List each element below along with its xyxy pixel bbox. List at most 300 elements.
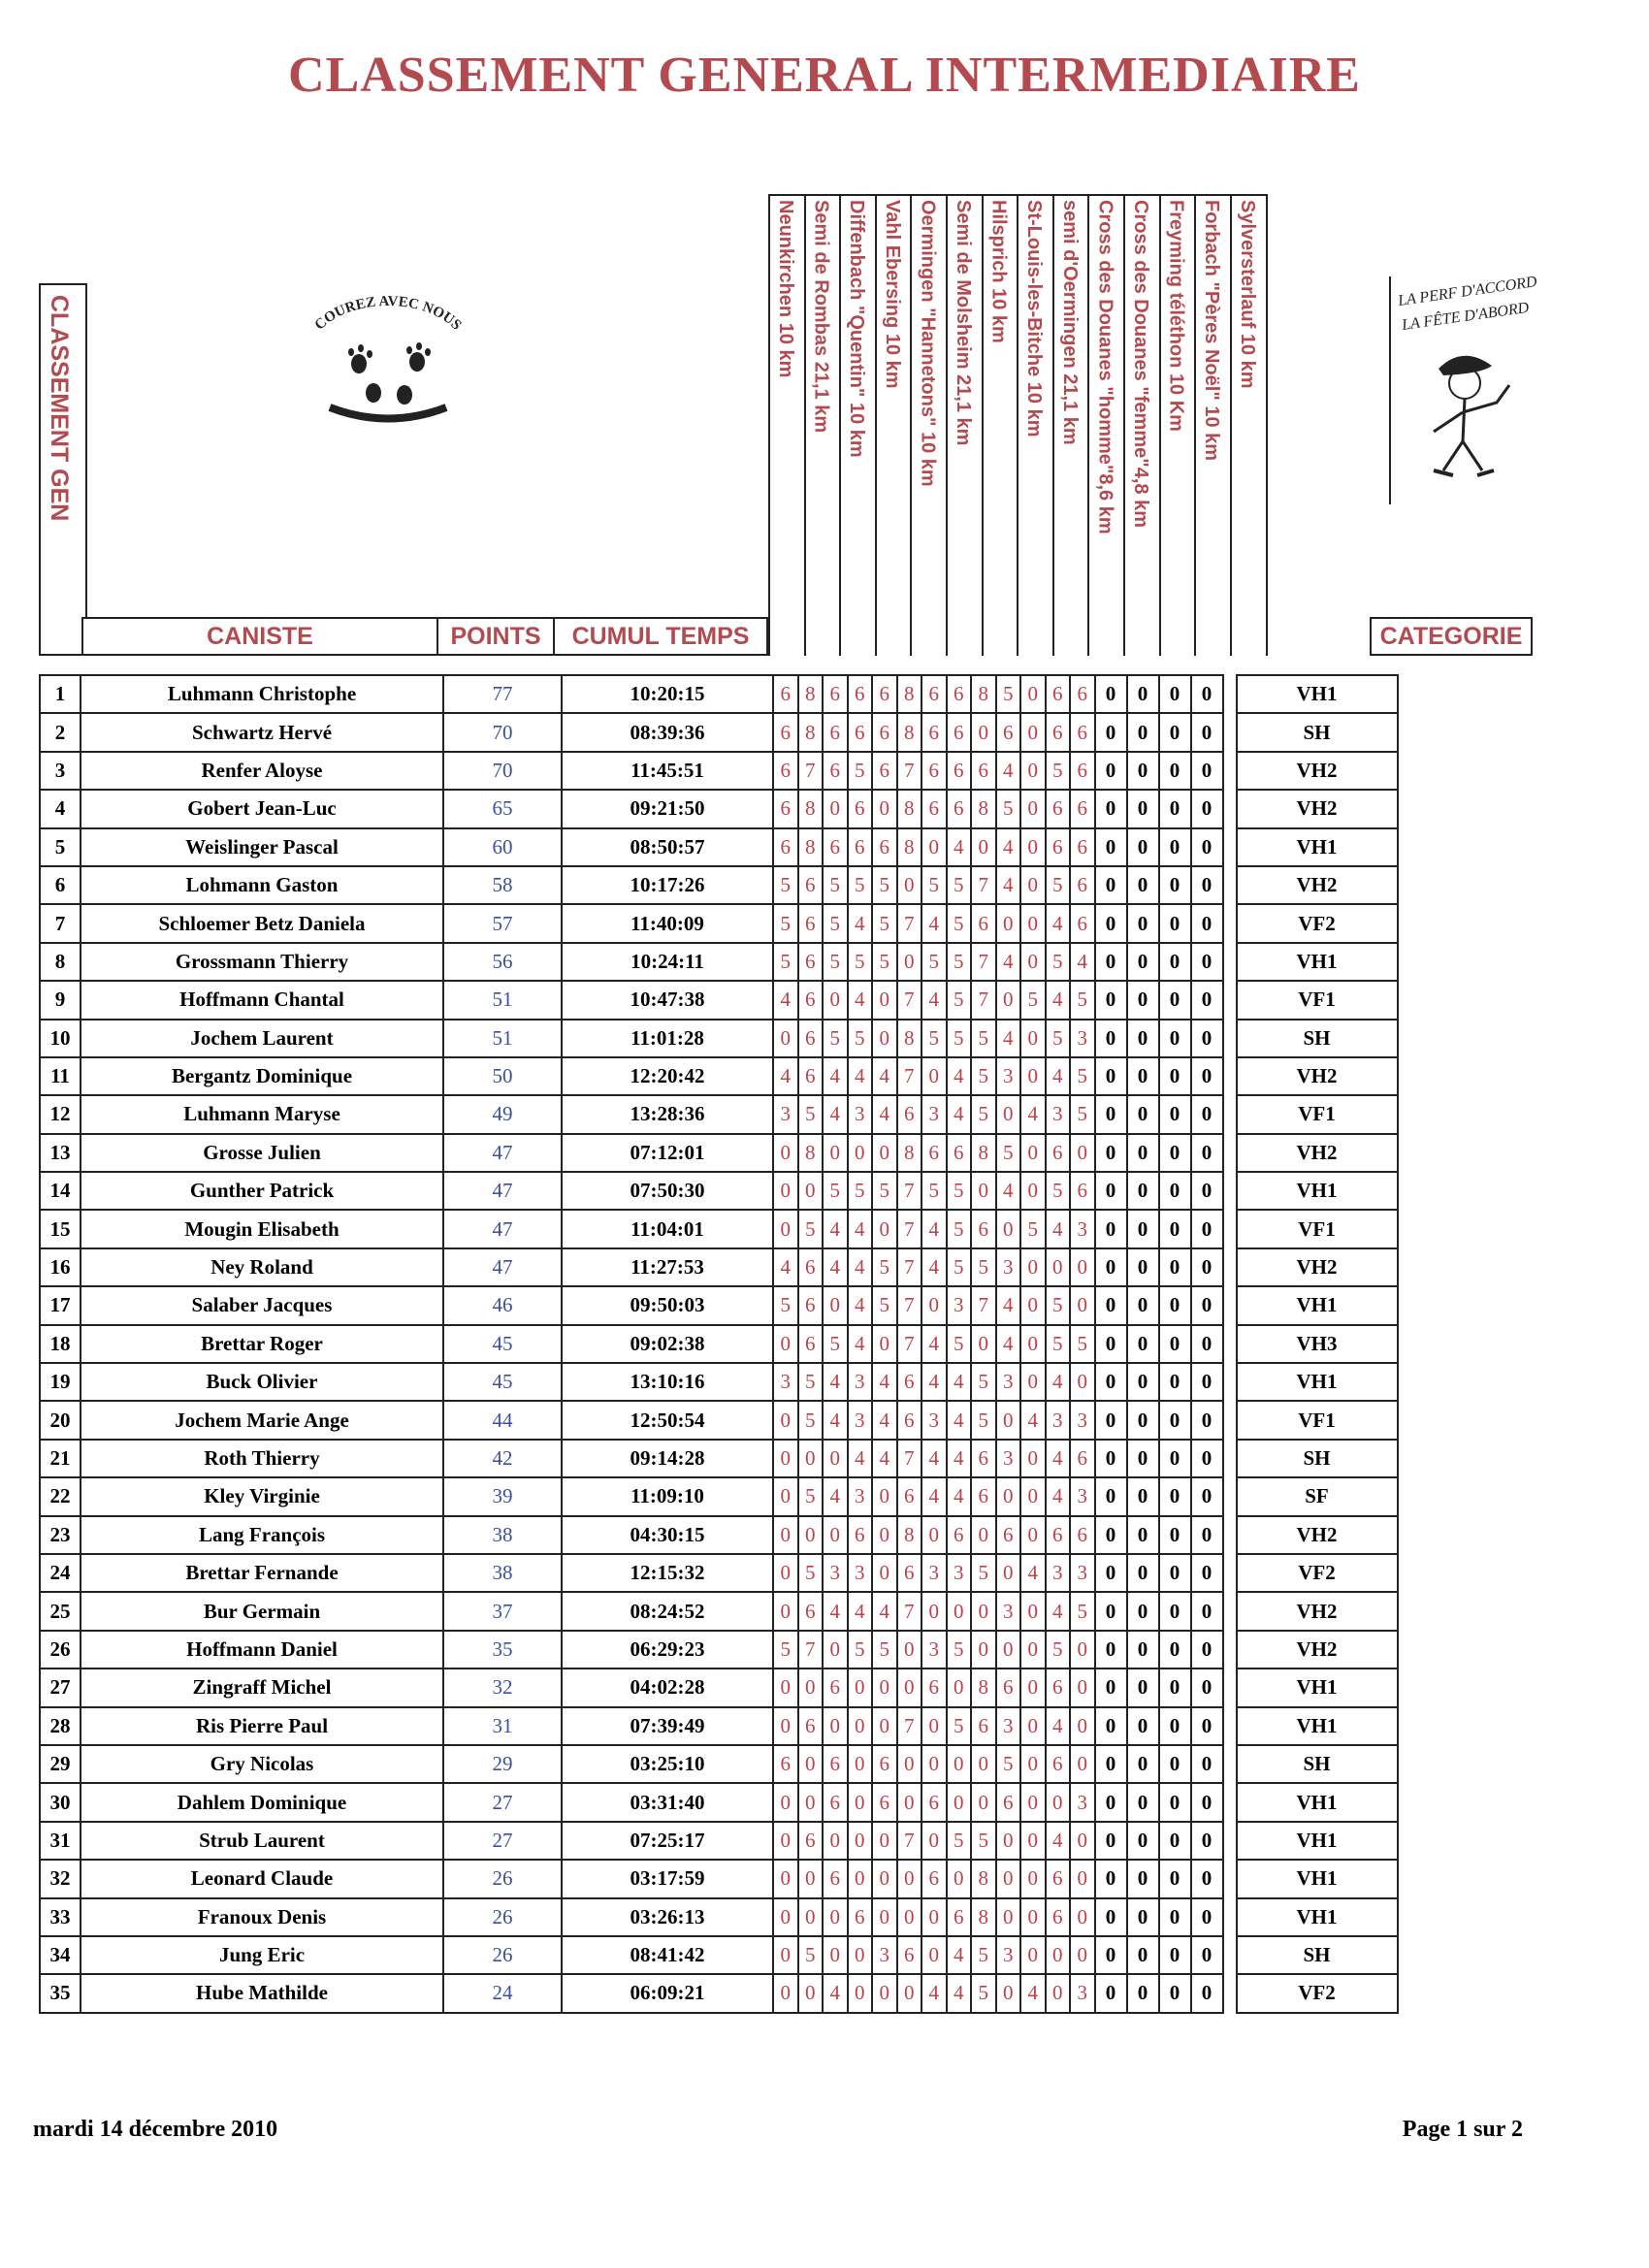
event-score-cell: 6 [1046,1898,1071,1936]
event-score-cell: 0 [897,1669,922,1706]
event-score-cell: 3 [996,1248,1021,1286]
points-cell: 39 [443,1477,562,1515]
extra-score-cell: 0 [1191,1134,1223,1172]
rank-cell: 12 [40,1095,81,1133]
event-score-cell: 6 [798,1286,824,1324]
page-title: CLASSEMENT GENERAL INTERMEDIAIRE [288,48,1361,103]
points-cell: 29 [443,1745,562,1783]
rank-cell: 20 [40,1401,81,1439]
cumul-time-cell: 10:24:11 [562,943,773,981]
extra-score-cell: 0 [1191,1860,1223,1897]
event-score-cell: 4 [922,1363,947,1401]
caniste-name-cell: Grossmann Thierry [81,943,443,981]
event-score-cell: 6 [922,713,947,751]
event-score-cell: 0 [1020,1898,1046,1936]
caniste-name-cell: Lang François [81,1516,443,1554]
event-score-cell: 0 [922,1707,947,1745]
caniste-name-cell: Gry Nicolas [81,1745,443,1783]
points-cell: 38 [443,1554,562,1592]
event-score-cell: 5 [996,1134,1021,1172]
event-score-cell: 6 [1046,1860,1071,1897]
event-score-cell: 4 [823,1210,848,1247]
event-score-cell: 6 [897,1095,922,1133]
caniste-name-cell: Kley Virginie [81,1477,443,1515]
event-score-cell: 0 [996,1095,1021,1133]
rank-cell: 33 [40,1898,81,1936]
categorie-cell: SH [1237,713,1398,751]
extra-score-cell: 0 [1159,1172,1191,1210]
footer-page: Page 1 sur 2 [1402,2117,1523,2142]
event-score-cell: 3 [773,1363,798,1401]
event-score-cell: 6 [897,1936,922,1974]
event-score-cell: 7 [897,904,922,942]
extra-score-cell: 0 [1095,1898,1127,1936]
caniste-name-cell: Hoffmann Daniel [81,1631,443,1669]
event-score-cell: 0 [773,1172,798,1210]
caniste-name-cell: Hube Mathilde [81,1974,443,2012]
extra-score-cell: 0 [1159,904,1191,942]
spacer-cell [1223,904,1237,942]
table-row [40,1554,1398,1592]
extra-score-cell: 0 [1191,1057,1223,1095]
spacer-cell [1223,1134,1237,1172]
points-cell: 51 [443,981,562,1019]
rank-cell: 3 [40,752,81,790]
event-header-label: Forbach "Pères Noël" 10 km [1201,200,1223,462]
event-score-cell: 4 [848,1210,873,1247]
rank-cell: 10 [40,1020,81,1057]
caniste-name-cell: Renfer Aloyse [81,752,443,790]
extra-score-cell: 0 [1159,1516,1191,1554]
event-score-cell: 6 [897,1363,922,1401]
event-score-cell: 0 [773,1516,798,1554]
event-score-cell: 0 [1070,1860,1095,1897]
event-score-cell: 5 [798,1095,824,1133]
event-score-cell: 0 [1020,1020,1046,1057]
event-score-cell: 6 [947,675,972,713]
extra-score-cell: 0 [1095,1095,1127,1133]
spacer-cell [1223,943,1237,981]
event-score-cell: 0 [1046,1783,1071,1821]
spacer-cell [1223,1783,1237,1821]
event-score-cell: 6 [922,1783,947,1821]
categorie-cell: SH [1237,1020,1398,1057]
table-row [40,675,1398,713]
event-score-cell: 5 [922,943,947,981]
event-score-cell: 0 [872,1860,897,1897]
extra-score-cell: 0 [1095,1286,1127,1324]
event-score-cell: 4 [947,1440,972,1477]
extra-score-cell: 0 [1127,1554,1159,1592]
table-row [40,1477,1398,1515]
points-cell: 77 [443,675,562,713]
event-score-cell: 4 [872,1401,897,1439]
points-cell: 31 [443,1707,562,1745]
event-score-cell: 0 [798,1783,824,1821]
event-score-cell: 0 [872,1477,897,1515]
event-score-cell: 5 [1070,1325,1095,1363]
event-score-cell: 6 [922,1669,947,1706]
table-row [40,981,1398,1019]
event-score-cell: 6 [1046,828,1071,866]
spacer-cell [1223,713,1237,751]
event-score-cell: 0 [1020,1440,1046,1477]
event-score-cell: 6 [773,790,798,827]
event-score-cell: 6 [872,1783,897,1821]
event-score-cell: 5 [848,752,873,790]
event-score-cell: 0 [1020,752,1046,790]
points-cell: 57 [443,904,562,942]
extra-score-cell: 0 [1159,1745,1191,1783]
caniste-name-cell: Strub Laurent [81,1822,443,1860]
event-score-cell: 5 [1046,1631,1071,1669]
event-score-cell: 0 [773,1707,798,1745]
event-score-cell: 7 [897,1248,922,1286]
event-score-cell: 0 [823,1898,848,1936]
event-score-cell: 5 [798,1477,824,1515]
event-score-cell: 6 [922,752,947,790]
spacer-cell [1223,1554,1237,1592]
event-score-cell: 6 [1070,675,1095,713]
event-score-cell: 0 [823,1440,848,1477]
event-score-cell: 3 [848,1363,873,1401]
extra-score-cell: 0 [1127,1363,1159,1401]
caniste-name-cell: Ney Roland [81,1248,443,1286]
event-score-cell: 4 [1046,981,1071,1019]
event-score-cell: 8 [798,828,824,866]
event-score-cell: 4 [848,1248,873,1286]
spacer-cell [1223,1286,1237,1324]
rank-cell: 13 [40,1134,81,1172]
event-score-cell: 5 [947,866,972,904]
event-score-cell: 6 [1046,790,1071,827]
event-score-cell: 4 [996,1286,1021,1324]
cumul-time-cell: 07:12:01 [562,1134,773,1172]
table-row [40,943,1398,981]
event-score-cell: 8 [897,1516,922,1554]
event-score-cell: 0 [823,790,848,827]
event-score-cell: 3 [922,1631,947,1669]
event-score-cell: 6 [971,1707,996,1745]
spacer-cell [1223,1057,1237,1095]
extra-score-cell: 0 [1095,981,1127,1019]
caniste-header: CANISTE [81,617,438,656]
event-score-cell: 4 [947,1363,972,1401]
event-score-cell: 5 [947,1248,972,1286]
extra-score-cell: 0 [1159,1592,1191,1630]
event-score-cell: 0 [922,1057,947,1095]
event-score-cell: 3 [922,1554,947,1592]
event-score-cell: 5 [971,1401,996,1439]
cumul-time-cell: 04:02:28 [562,1669,773,1706]
event-score-cell: 6 [947,1134,972,1172]
event-score-cell: 0 [773,1134,798,1172]
event-score-cell: 4 [823,1095,848,1133]
extra-score-cell: 0 [1191,1669,1223,1706]
table-row [40,1783,1398,1821]
extra-score-cell: 0 [1191,1707,1223,1745]
event-score-cell: 5 [872,1631,897,1669]
event-score-cell: 4 [1020,1095,1046,1133]
event-score-cell: 5 [1070,1095,1095,1133]
event-score-cell: 4 [996,1325,1021,1363]
event-score-cell: 0 [798,1440,824,1477]
event-score-cell: 0 [971,713,996,751]
extra-score-cell: 0 [1095,1057,1127,1095]
event-score-cell: 5 [823,866,848,904]
event-score-cell: 0 [1020,1631,1046,1669]
ranking-table [39,674,1399,2014]
event-score-cell: 5 [996,1745,1021,1783]
extra-score-cell: 0 [1127,1822,1159,1860]
categorie-cell: VH2 [1237,1057,1398,1095]
extra-score-cell: 0 [1127,1783,1159,1821]
extra-score-cell: 0 [1095,1592,1127,1630]
points-cell: 45 [443,1325,562,1363]
event-score-cell: 0 [773,1936,798,1974]
rank-cell: 30 [40,1783,81,1821]
event-score-cell: 3 [848,1477,873,1515]
event-score-cell: 0 [823,1516,848,1554]
event-score-cell: 5 [848,1172,873,1210]
extra-score-cell: 0 [1095,1669,1127,1706]
spacer-cell [1223,828,1237,866]
paw-prints-logo-icon [291,286,485,432]
event-header-label: Sylversterlauf 10 km [1236,200,1258,389]
spacer-cell [1223,1477,1237,1515]
event-score-cell: 4 [823,1248,848,1286]
event-score-cell: 6 [971,1210,996,1247]
event-score-cell: 6 [897,1477,922,1515]
event-score-cell: 0 [798,1974,824,2012]
extra-score-cell: 0 [1191,1401,1223,1439]
categorie-cell: VH2 [1237,1631,1398,1669]
event-score-cell: 0 [848,1745,873,1783]
event-score-cell: 7 [897,1210,922,1247]
event-score-cell: 4 [947,1057,972,1095]
points-cell: 26 [443,1860,562,1897]
extra-score-cell: 0 [1159,1210,1191,1247]
event-score-cell: 4 [1070,943,1095,981]
event-score-cell: 6 [823,752,848,790]
event-score-cell: 3 [947,1286,972,1324]
event-score-cell: 8 [971,1669,996,1706]
event-header-label: Oermingen "Hannetons" 10 km [917,200,939,487]
event-score-cell: 3 [996,1363,1021,1401]
event-score-cell: 0 [773,1669,798,1706]
event-score-cell: 6 [1070,828,1095,866]
spacer-cell [1223,1631,1237,1669]
event-score-cell: 6 [773,828,798,866]
extra-score-cell: 0 [1191,1516,1223,1554]
extra-score-cell: 0 [1159,1440,1191,1477]
svg-text:LA PERF D'ACCORD: LA PERF D'ACCORD [1397,276,1538,309]
event-header [1087,194,1123,656]
event-header [982,194,1018,656]
spacer-cell [1223,1363,1237,1401]
categorie-cell: VH3 [1237,1325,1398,1363]
rank-cell: 23 [40,1516,81,1554]
table-row [40,1707,1398,1745]
spacer-cell [1223,790,1237,827]
event-header-label: Cross des Douanes "femme"4,8 km [1130,200,1151,528]
event-header-label: Neunkirchen 10 km [775,200,796,378]
extra-score-cell: 0 [1127,1669,1159,1706]
event-score-cell: 6 [872,675,897,713]
caniste-name-cell: Jochem Laurent [81,1020,443,1057]
extra-score-cell: 0 [1127,1898,1159,1936]
event-score-cell: 6 [823,1783,848,1821]
event-score-cell: 6 [947,1898,972,1936]
event-score-cell: 0 [897,943,922,981]
cumul-time-cell: 11:27:53 [562,1248,773,1286]
extra-score-cell: 0 [1159,1936,1191,1974]
event-score-cell: 0 [872,790,897,827]
event-score-cell: 7 [897,1325,922,1363]
extra-score-cell: 0 [1127,1936,1159,1974]
event-score-cell: 3 [1070,1477,1095,1515]
rank-cell: 21 [40,1440,81,1477]
extra-score-cell: 0 [1127,1401,1159,1439]
event-score-cell: 0 [1070,1707,1095,1745]
event-score-cell: 0 [922,828,947,866]
event-score-cell: 0 [872,1020,897,1057]
extra-score-cell: 0 [1127,752,1159,790]
extra-score-cell: 0 [1095,1745,1127,1783]
rank-cell: 31 [40,1822,81,1860]
event-score-cell: 0 [996,1974,1021,2012]
event-score-cell: 6 [823,1745,848,1783]
event-score-cell: 4 [1046,1477,1071,1515]
spacer-cell [1223,1669,1237,1706]
categorie-cell: VH1 [1237,1363,1398,1401]
extra-score-cell: 0 [1095,1210,1127,1247]
event-score-cell: 0 [1020,904,1046,942]
event-header [1159,194,1195,656]
table-row [40,1669,1398,1706]
caniste-name-cell: Buck Olivier [81,1363,443,1401]
points-cell: 58 [443,866,562,904]
event-score-cell: 6 [947,713,972,751]
points-cell: 47 [443,1210,562,1247]
event-score-cell: 6 [1046,713,1071,751]
extra-score-cell: 0 [1191,1822,1223,1860]
rank-cell: 11 [40,1057,81,1095]
categorie-cell: VH1 [1237,1286,1398,1324]
extra-score-cell: 0 [1159,1325,1191,1363]
table-row [40,1095,1398,1133]
rank-cell: 4 [40,790,81,827]
table-row [40,1020,1398,1057]
event-score-cell: 0 [773,1440,798,1477]
rank-cell: 8 [40,943,81,981]
caniste-name-cell: Bur Germain [81,1592,443,1630]
extra-score-cell: 0 [1191,1631,1223,1669]
categorie-cell: VH1 [1237,943,1398,981]
event-score-cell: 3 [1070,1401,1095,1439]
table-row [40,1401,1398,1439]
event-score-cell: 0 [823,1631,848,1669]
event-score-cell: 4 [1046,1440,1071,1477]
points-cell: 70 [443,752,562,790]
event-score-cell: 0 [848,1974,873,2012]
rank-cell: 17 [40,1286,81,1324]
categorie-cell: SH [1237,1936,1398,1974]
event-score-cell: 6 [1070,752,1095,790]
event-score-cell: 3 [996,1057,1021,1095]
points-cell: 51 [443,1020,562,1057]
event-header [946,194,982,656]
event-score-cell: 6 [1046,675,1071,713]
extra-score-cell: 0 [1159,1401,1191,1439]
event-score-cell: 0 [773,1401,798,1439]
categorie-cell: VH2 [1237,1248,1398,1286]
extra-score-cell: 0 [1095,1822,1127,1860]
event-score-cell: 6 [773,713,798,751]
event-score-cell: 0 [1070,1898,1095,1936]
event-score-cell: 4 [1046,1822,1071,1860]
extra-score-cell: 0 [1159,1477,1191,1515]
event-score-cell: 0 [897,1745,922,1783]
event-score-cell: 0 [1020,790,1046,827]
extra-score-cell: 0 [1095,790,1127,827]
event-score-cell: 0 [798,1172,824,1210]
event-score-cell: 0 [798,1745,824,1783]
event-score-cell: 5 [773,904,798,942]
categorie-cell: VH1 [1237,675,1398,713]
extra-score-cell: 0 [1127,1477,1159,1515]
caniste-name-cell: Bergantz Dominique [81,1057,443,1095]
event-score-cell: 0 [1070,1822,1095,1860]
categorie-cell: SF [1237,1477,1398,1515]
event-score-cell: 0 [848,1783,873,1821]
event-score-cell: 5 [798,1936,824,1974]
rank-cell: 32 [40,1860,81,1897]
event-score-cell: 0 [1020,1325,1046,1363]
event-score-cell: 3 [848,1095,873,1133]
event-score-cell: 4 [947,1974,972,2012]
extra-score-cell: 0 [1159,713,1191,751]
spacer-cell [1223,1592,1237,1630]
event-score-cell: 4 [947,828,972,866]
extra-score-cell: 0 [1159,790,1191,827]
event-score-cell: 6 [897,1401,922,1439]
event-score-cell: 5 [848,866,873,904]
event-score-cell: 6 [848,828,873,866]
event-score-cell: 0 [947,1669,972,1706]
event-score-cell: 6 [798,866,824,904]
event-score-cell: 4 [947,1095,972,1133]
cumul-time-cell: 09:14:28 [562,1440,773,1477]
event-score-cell: 5 [947,1172,972,1210]
extra-score-cell: 0 [1127,943,1159,981]
points-header: POINTS [436,617,555,656]
rank-cell: 9 [40,981,81,1019]
extra-score-cell: 0 [1191,943,1223,981]
event-score-cell: 3 [1070,1210,1095,1247]
categorie-cell: VF1 [1237,1095,1398,1133]
event-score-cell: 0 [971,828,996,866]
spacer-cell [1223,1401,1237,1439]
event-score-cell: 5 [1046,1020,1071,1057]
table-row [40,828,1398,866]
event-score-cell: 7 [897,1286,922,1324]
event-score-cell: 5 [947,981,972,1019]
extra-score-cell: 0 [1095,943,1127,981]
rank-cell: 35 [40,1974,81,2012]
event-score-cell: 5 [971,1248,996,1286]
event-score-cell: 0 [872,1210,897,1247]
